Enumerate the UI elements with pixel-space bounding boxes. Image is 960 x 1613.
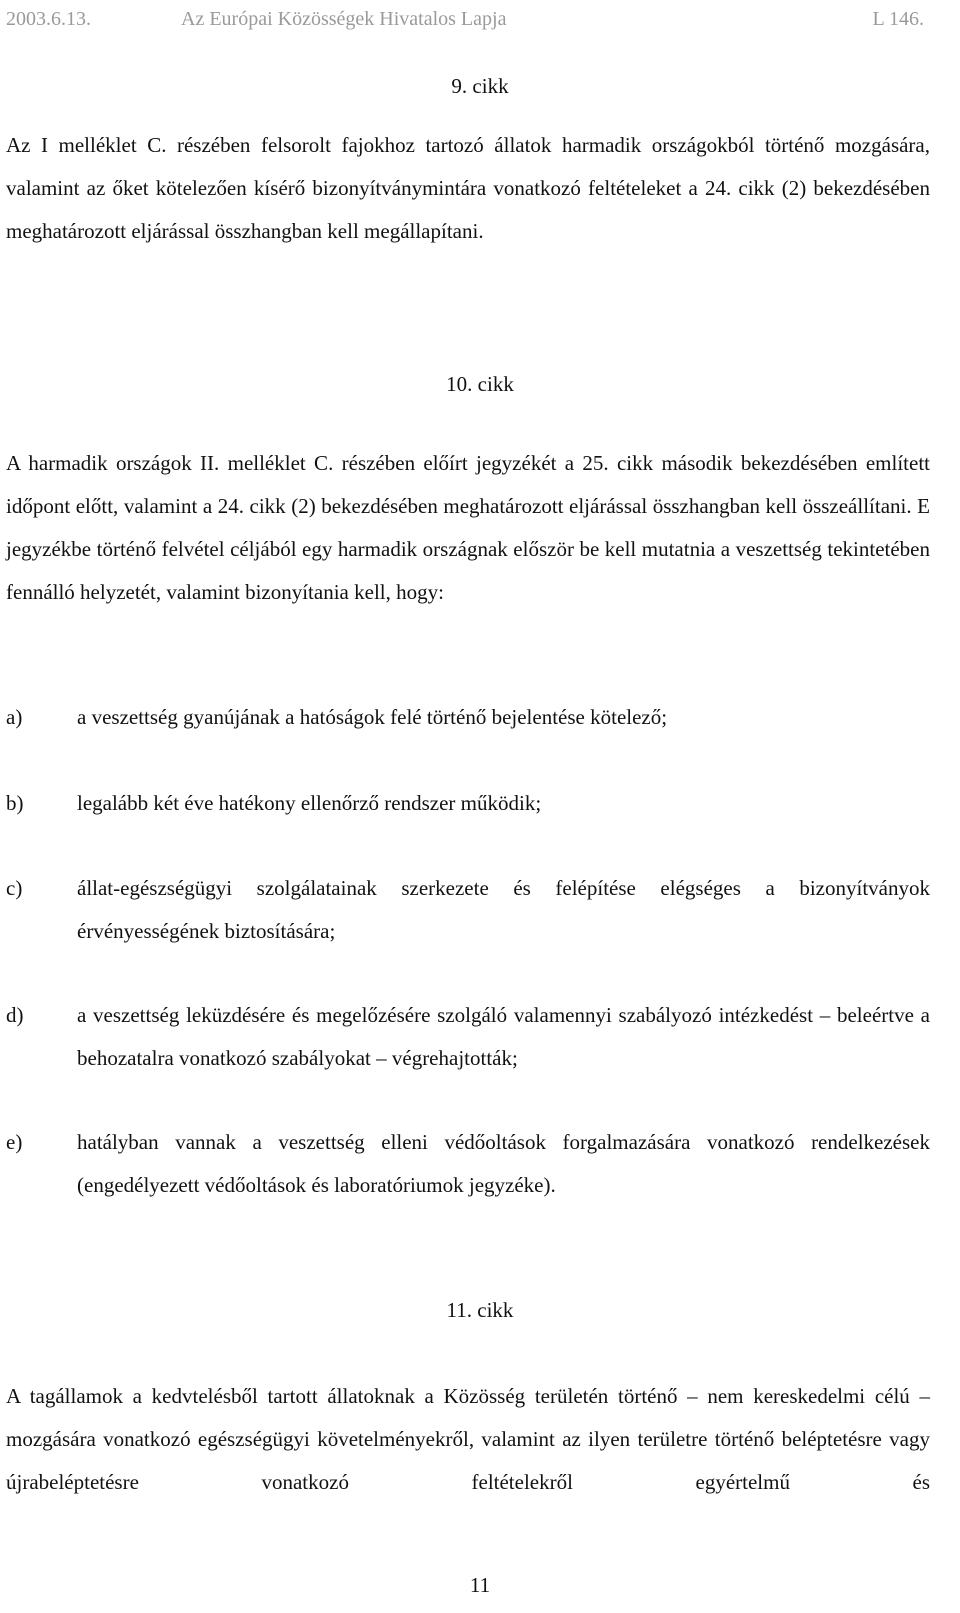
list-item-text: állat-egészségügyi szolgálatainak szerkezete és felépítése elégséges a bizonyítványok érvényességének biztosítására; <box>77 876 930 943</box>
list-item-b <box>6 782 930 825</box>
list-item-e <box>6 1121 930 1207</box>
header-journal-title: Az Európai Közösségek Hivatalos Lapja <box>181 8 507 30</box>
page-number: 11 <box>469 1573 491 1597</box>
article-11-heading: 11. cikk <box>446 1298 514 1322</box>
list-item-d <box>6 994 930 1080</box>
article-10-heading: 10. cikk <box>446 372 514 396</box>
list-item-text: a veszettség leküzdésére és megelőzésére szolgáló valamennyi szabályozó intézkedést – beleértve a behozatalra vonatkozó szabályokat – végrehajtották; <box>77 1003 930 1070</box>
list-item-label: d) <box>6 1003 24 1027</box>
page-header <box>6 8 924 38</box>
article-9-heading: 9. cikk <box>451 74 509 98</box>
list-item-label: c) <box>6 876 23 900</box>
article-10-intro: A harmadik országok II. melléklet C. részében előírt jegyzékét a 25. cikk második bekezdésében említett időpont előtt, valamint a 24. cikk (2) bekezdésében meghatározott eljárással összhangban kell összeállítani. E jegyzékbe történő felvétel céljából egy harmadik országnak először be kell mutatnia a veszettség tekintetében fennálló helyzetét, valamint bizonyítania kell, hogy: <box>6 451 930 604</box>
list-item-text: hatályban vannak a veszettség elleni védőoltások forgalmazására vonatkozó rendelkezések (engedélyezett védőoltások és laboratóriumok jegyzéke). <box>77 1130 930 1197</box>
article-9-text: Az I melléklet C. részében felsorolt fajokhoz tartozó állatok harmadik országokból történő mozgására, valamint az őket kötelezően kísérő bizonyítványmintára vonatkozó feltételeket a 24. cikk (2) bekezdésében meghatározott eljárással összhangban kell megállapítani. <box>6 133 930 243</box>
list-item-label: a) <box>6 705 23 729</box>
list-item-label: b) <box>6 791 24 815</box>
list-item-text: legalább két éve hatékony ellenőrző rendszer működik; <box>77 791 542 815</box>
list-item-label: e) <box>6 1130 23 1154</box>
list-item-a <box>6 696 930 739</box>
article-11-text: A tagállamok a kedvtelésből tartott állatoknak a Közösség területén történő – nem kereskedelmi célú – mozgására vonatkozó egészségügyi követelményekről, valamint az ilyen területre történő beléptetésre vagy újrabeléptetésre vonatkozó feltételekről egyértelmű és <box>6 1384 930 1494</box>
list-item-text: a veszettség gyanújának a hatóságok felé történő bejelentése kötelező; <box>77 705 668 729</box>
header-date: 2003.6.13. <box>6 8 91 30</box>
header-issue-number: L 146. <box>872 8 924 30</box>
list-item-c <box>6 867 930 953</box>
